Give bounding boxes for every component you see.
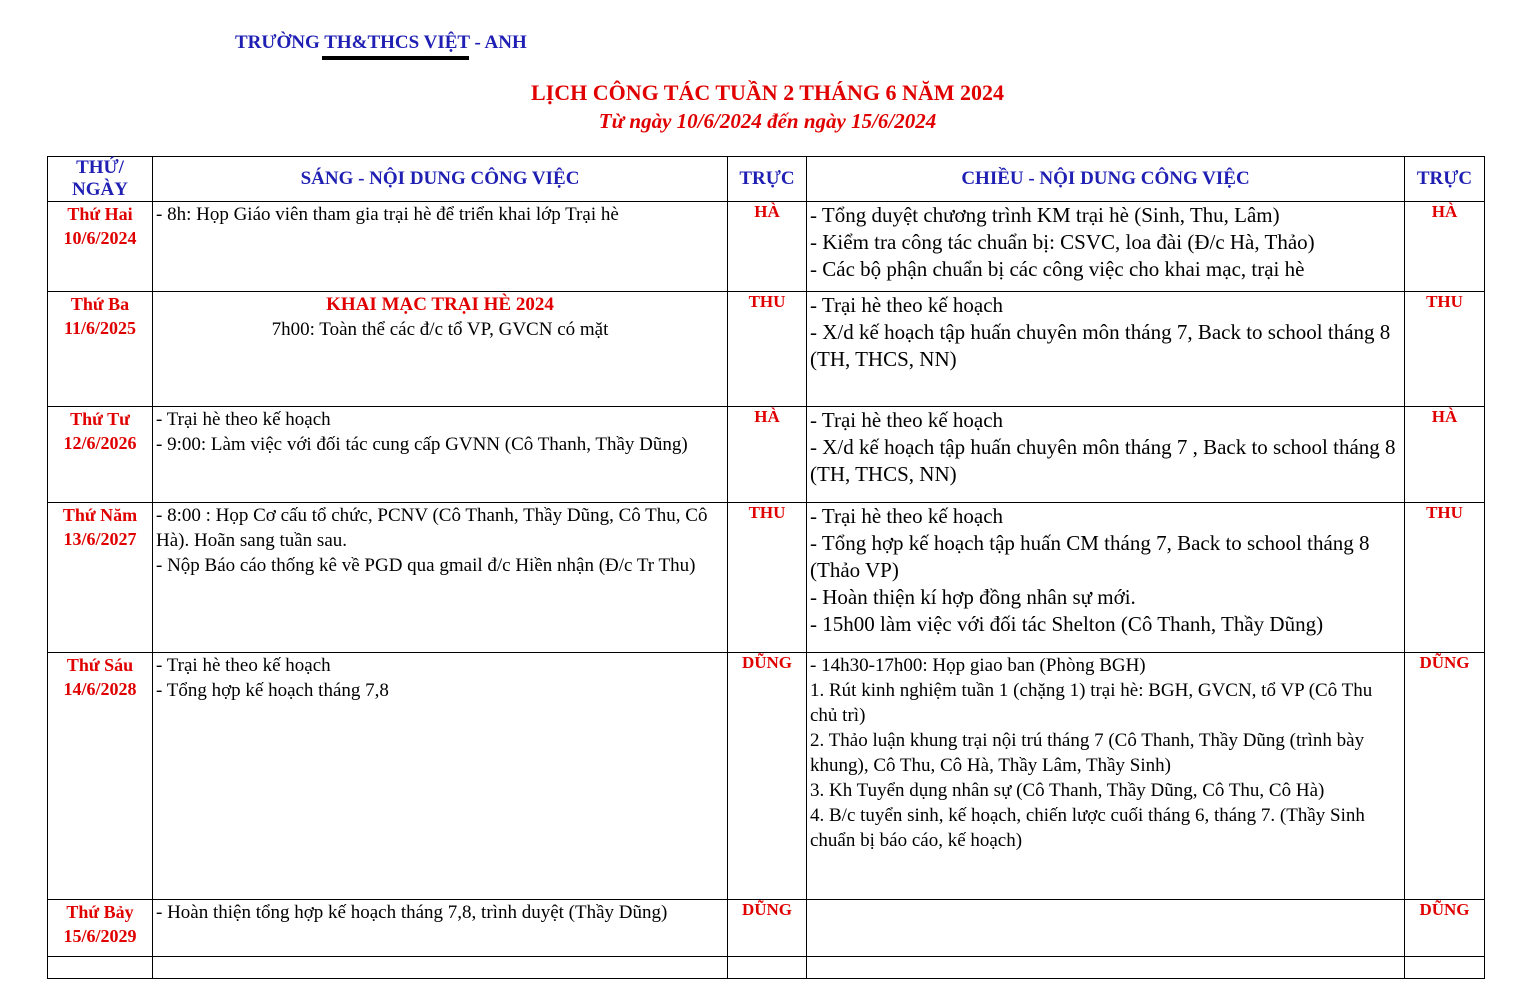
empty-cell <box>728 957 807 979</box>
duty-am-cell: HÀ <box>728 202 807 292</box>
empty-cell <box>807 957 1405 979</box>
task-line: - Hoàn thiện kí hợp đồng nhân sự mới. <box>810 585 1136 609</box>
afternoon-cell <box>807 653 1405 900</box>
day-date: 10/6/2024 <box>63 228 137 248</box>
day-date: 12/6/2026 <box>63 433 137 453</box>
day-cell <box>48 407 153 503</box>
duty-pm-cell: DŨNG <box>1405 900 1485 957</box>
day-date: 14/6/2028 <box>63 679 137 699</box>
morning-cell <box>153 407 728 503</box>
task-line: - Tổng hợp kế hoạch tháng 7,8 <box>156 680 389 701</box>
morning-cell <box>153 202 728 292</box>
duty-pm-cell: HÀ <box>1405 202 1485 292</box>
duty-am-cell: HÀ <box>728 407 807 503</box>
table-row <box>48 653 1485 900</box>
empty-cell <box>48 957 153 979</box>
morning-cell <box>153 503 728 653</box>
day-name: Thứ Bảy <box>66 902 134 922</box>
day-date: 15/6/2029 <box>63 926 137 946</box>
afternoon-cell <box>807 202 1405 292</box>
task-line: - Tổng hợp kế hoạch tập huấn CM tháng 7, Back to school tháng 8 (Thảo VP) <box>810 531 1370 582</box>
day-date: 11/6/2025 <box>63 318 136 338</box>
task-line: - Hoàn thiện tổng hợp kế hoạch tháng 7,8, trình duyệt (Thầy Dũng) <box>156 902 668 923</box>
table-row <box>48 407 1485 503</box>
duty-pm-cell: DŨNG <box>1405 653 1485 900</box>
day-cell <box>48 653 153 900</box>
table-row <box>48 503 1485 653</box>
task-line: - Trại hè theo kế hoạch <box>810 504 1004 528</box>
duty-am-cell: THU <box>728 503 807 653</box>
task-line: - Trại hè theo kế hoạch <box>156 655 331 676</box>
duty-pm-cell: HÀ <box>1405 407 1485 503</box>
duty-pm-cell: THU <box>1405 503 1485 653</box>
task-line: - X/d kế hoạch tập huấn chuyên môn tháng 7 , Back to school tháng 8 (TH, THCS, NN) <box>810 435 1396 486</box>
col-header-duty-am: TRỰC <box>728 157 807 202</box>
task-line: 1. Rút kinh nghiệm tuần 1 (chặng 1) trại hè: BGH, GVCN, tổ VP (Cô Thu chủ trì) <box>810 680 1373 726</box>
day-name: Thứ Ba <box>70 294 130 314</box>
schedule-table <box>47 156 1485 979</box>
page-subtitle: Từ ngày 10/6/2024 đến ngày 15/6/2024 <box>598 109 937 133</box>
school-name: TRƯỜNG TH&THCS VIỆT - ANH <box>235 32 527 53</box>
task-line: - Trại hè theo kế hoạch <box>810 408 1004 432</box>
duty-am-cell: DŨNG <box>728 900 807 957</box>
duty-am-cell: THU <box>728 292 807 407</box>
task-line: - Các bộ phận chuẩn bị các công việc cho khai mạc, trại hè <box>810 257 1305 281</box>
page-title: LỊCH CÔNG TÁC TUẦN 2 THÁNG 6 NĂM 2024 <box>530 80 1005 105</box>
task-line: - X/d kế hoạch tập huấn chuyên môn tháng 7, Back to school tháng 8 (TH, THCS, NN) <box>810 320 1391 371</box>
morning-cell <box>153 653 728 900</box>
task-line: - 9:00: Làm việc với đối tác cung cấp GVNN (Cô Thanh, Thầy Dũng) <box>156 434 688 455</box>
day-name: Thứ Hai <box>67 204 133 224</box>
day-date: 13/6/2027 <box>63 529 137 549</box>
afternoon-cell <box>807 900 1405 957</box>
morning-cell <box>153 292 728 407</box>
afternoon-cell <box>807 292 1405 407</box>
afternoon-cell <box>807 503 1405 653</box>
task-line: - Kiểm tra công tác chuẩn bị: CSVC, loa đài (Đ/c Hà, Thảo) <box>810 230 1315 254</box>
task-line: - 15h00 làm việc với đối tác Shelton (Cô Thanh, Thầy Dũng) <box>810 612 1324 636</box>
day-cell <box>48 503 153 653</box>
empty-row <box>48 957 1485 979</box>
task-line: 4. B/c tuyển sinh, kế hoạch, chiến lược cuối tháng 6, tháng 7. (Thầy Sinh chuẩn bị báo cáo, kế hoạch) <box>810 805 1365 851</box>
empty-cell <box>1405 957 1485 979</box>
day-cell <box>48 900 153 957</box>
day-cell <box>48 292 153 407</box>
task-line: 7h00: Toàn thể các đ/c tổ VP, GVCN có mặt <box>271 319 609 340</box>
task-line: - 14h30-17h00: Họp giao ban (Phòng BGH) <box>810 655 1146 676</box>
event-title: KHAI MẠC TRẠI HÈ 2024 <box>326 294 554 315</box>
school-name-underline <box>322 56 469 60</box>
task-line: - Tổng duyệt chương trình KM trại hè (Sinh, Thu, Lâm) <box>810 203 1280 227</box>
day-name: Thứ Năm <box>62 505 138 525</box>
afternoon-cell <box>807 407 1405 503</box>
col-header-afternoon: CHIỀU - NỘI DUNG CÔNG VIỆC <box>807 157 1405 202</box>
duty-pm-cell: THU <box>1405 292 1485 407</box>
task-line: - Trại hè theo kế hoạch <box>810 293 1004 317</box>
task-line: - 8h: Họp Giáo viên tham gia trại hè để triển khai lớp Trại hè <box>156 204 619 225</box>
task-line: 3. Kh Tuyển dụng nhân sự (Cô Thanh, Thầy Dũng, Cô Thu, Cô Hà) <box>810 780 1325 801</box>
day-cell <box>48 202 153 292</box>
day-name: Thứ Tư <box>70 409 130 429</box>
empty-cell <box>153 957 728 979</box>
col-header-day: THỨ/ NGÀY <box>48 157 153 202</box>
day-name: Thứ Sáu <box>66 655 134 675</box>
duty-am-cell: DŨNG <box>728 653 807 900</box>
col-header-morning: SÁNG - NỘI DUNG CÔNG VIỆC <box>153 157 728 202</box>
table-row <box>48 900 1485 957</box>
task-line: - Nộp Báo cáo thống kê về PGD qua gmail đ/c Hiền nhận (Đ/c Tr Thu) <box>156 555 696 576</box>
col-header-duty-pm: TRỰC <box>1405 157 1485 202</box>
morning-cell <box>153 900 728 957</box>
table-row <box>48 202 1485 292</box>
task-line: - Trại hè theo kế hoạch <box>156 409 331 430</box>
table-row <box>48 292 1485 407</box>
task-line: - 8:00 : Họp Cơ cấu tổ chức, PCNV (Cô Thanh, Thầy Dũng, Cô Thu, Cô Hà). Hoãn sang tuần sau. <box>156 505 708 551</box>
header-row <box>48 157 1485 202</box>
task-line: 2. Thảo luận khung trại nội trú tháng 7 (Cô Thanh, Thầy Dũng (trình bày khung), Cô Thu, Cô Hà, Thầy Lâm, Thầy Sinh) <box>810 730 1365 776</box>
